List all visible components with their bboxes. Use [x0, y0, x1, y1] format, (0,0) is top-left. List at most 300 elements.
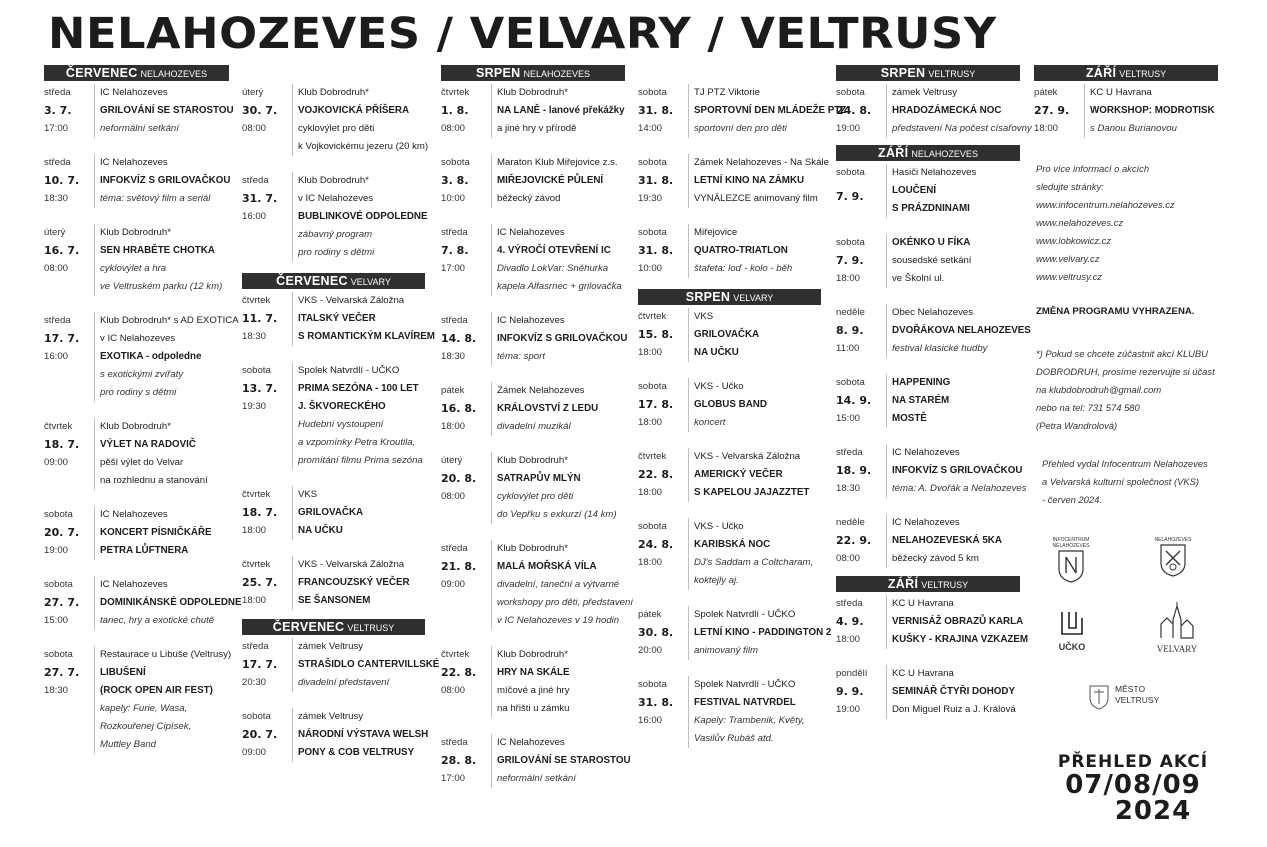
- section-month: ZÁŘÍ: [878, 146, 909, 160]
- event-list: [44, 84, 242, 754]
- section-header: [242, 619, 425, 635]
- event-description: v IC Nelahozeves v 19 hodin: [497, 615, 620, 626]
- event-details: [886, 304, 1031, 358]
- event-details: [292, 638, 439, 692]
- event-entry: [836, 374, 1020, 428]
- event-description: promítání filmu Prima sezóna: [298, 455, 423, 466]
- website-link[interactable]: www.lobkowicz.cz: [1036, 235, 1112, 246]
- event-description: kapely: Furie, Wasa,: [100, 703, 188, 714]
- event-details: [292, 556, 425, 610]
- event-time: 18:30: [44, 685, 69, 696]
- event-organizer: Klub Dobrodruh*: [497, 543, 568, 554]
- event-weekday: středa: [44, 315, 71, 326]
- note-line: nebo na tel: 731 574 580: [1036, 402, 1140, 413]
- event-time: 11:00: [836, 343, 860, 354]
- event-organizer: IC Nelahozeves: [892, 517, 960, 528]
- event-time: 16:00: [242, 211, 267, 222]
- event-date: 24. 8.: [638, 538, 674, 551]
- section-place: NELAHOZEVES: [140, 69, 208, 79]
- event-title: PONY & COB VELTRUSY: [298, 747, 415, 758]
- event-time: 18:30: [441, 351, 466, 362]
- section-place: VELTRUSY: [928, 69, 976, 79]
- email-link[interactable]: na klubdobrodruh@gmail.com: [1036, 384, 1162, 395]
- event-date: 24. 8.: [836, 104, 872, 117]
- event-description: pro rodiny s dětmi: [100, 387, 177, 398]
- column-5: [836, 65, 1032, 735]
- event-list: [836, 595, 1029, 719]
- event-title: KONCERT PÍSNIČKÁŘE: [100, 527, 212, 538]
- event-weekday: pondělí: [836, 668, 868, 679]
- event-title: VERNISÁŽ OBRAZŮ KARLA: [892, 616, 1024, 627]
- event-organizer: VKS - Velvarská Záložna: [298, 295, 405, 306]
- event-time: 19:00: [44, 545, 69, 556]
- event-entry: [638, 518, 821, 590]
- town-silhouette-icon: [1157, 600, 1197, 640]
- event-description: Hudební vystoupení: [298, 419, 384, 430]
- event-organizer: IC Nelahozeves: [497, 227, 565, 238]
- event-details: [491, 84, 625, 138]
- event-list: [638, 308, 832, 748]
- section-month: ČERVENEC: [276, 274, 348, 288]
- event-description: kapela Alfasrnec + grilovačka: [497, 281, 622, 292]
- event-time: 18:30: [242, 331, 267, 342]
- event-details: [886, 665, 1020, 719]
- event-date: 1. 8.: [441, 104, 469, 117]
- event-description: koncert: [694, 417, 726, 428]
- event-date: 27. 7.: [44, 666, 80, 679]
- event-details: [491, 646, 625, 718]
- event-title: INFOKVÍZ S GRILOVAČKOU: [497, 333, 628, 344]
- event-organizer: IC Nelahozeves: [497, 315, 565, 326]
- section-month: ZÁŘÍ: [887, 577, 919, 591]
- event-entry: [44, 418, 229, 490]
- summary-title: PŘEHLED AKCÍ: [1057, 752, 1209, 772]
- event-entry: [441, 154, 625, 208]
- event-title: 4. VÝROČÍ OTEVŘENÍ IC: [497, 245, 611, 256]
- event-title: BUBLINKOVÉ ODPOLEDNE: [298, 211, 428, 222]
- event-time: 09:00: [44, 457, 69, 468]
- event-title: S ROMANTICKÝM KLAVÍREM: [298, 331, 435, 342]
- event-details: [688, 84, 846, 138]
- event-details: [491, 734, 631, 788]
- event-title: KARIBSKÁ NOC: [694, 539, 771, 550]
- event-weekday: středa: [441, 543, 468, 554]
- event-time: 17:00: [441, 263, 466, 274]
- event-title: ITALSKÝ VEČER: [298, 313, 376, 324]
- note-line: (Petra Wandrolová): [1036, 420, 1118, 431]
- event-organizer: VKS - Učko: [694, 521, 744, 532]
- event-time: 14:00: [638, 123, 663, 134]
- event-organizer: IC Nelahozeves: [100, 509, 168, 520]
- event-time: 17:00: [441, 773, 466, 784]
- section-month: SRPEN: [475, 66, 521, 80]
- event-title: (ROCK OPEN AIR FEST): [100, 685, 213, 696]
- event-time: 10:00: [638, 263, 663, 274]
- event-title: FESTIVAL NATVRDEL: [694, 697, 796, 708]
- event-weekday: čtvrtek: [441, 87, 470, 98]
- event-entry: [836, 234, 1020, 288]
- event-entry: [242, 708, 429, 762]
- event-description: zábavný program: [298, 229, 373, 240]
- event-date: 17. 8.: [638, 398, 674, 411]
- event-weekday: čtvrtek: [44, 421, 73, 432]
- event-date: 10. 7.: [44, 174, 80, 187]
- event-organizer: VKS - Velvarská Záložna: [298, 559, 405, 570]
- column-6: [1034, 65, 1218, 154]
- ucko-logo: [1052, 608, 1092, 652]
- event-organizer: IC Nelahozeves: [892, 447, 960, 458]
- credit-line: Přehled vydal Infocentrum Nelahozeves: [1042, 458, 1208, 469]
- event-list: [242, 638, 440, 762]
- event-time: 18:00: [638, 347, 663, 358]
- event-entry: [836, 444, 1027, 498]
- event-details: [688, 448, 821, 502]
- event-title: PETRA LŮFTNERA: [100, 545, 189, 556]
- event-date: 21. 8.: [441, 560, 477, 573]
- event-time: 08:00: [441, 685, 466, 696]
- event-title: GRILOVAČKA: [694, 329, 760, 340]
- event-title: DVOŘÁKOVA NELAHOZEVES: [892, 325, 1031, 336]
- logo-caption: INFOCENTRUM NELAHOZEVES: [1052, 537, 1090, 549]
- event-title: LETNÍ KINO NA ZÁMKU: [694, 175, 805, 186]
- event-title: NÁRODNÍ VÝSTAVA WELSH: [298, 729, 429, 740]
- event-organizer: Klub Dobrodruh*: [497, 455, 568, 466]
- event-details: [688, 224, 821, 278]
- section-place: NELAHOZEVES: [523, 69, 591, 79]
- event-title: INFOKVÍZ S GRILOVAČKOU: [892, 465, 1023, 476]
- event-list: [441, 84, 633, 788]
- event-date: 18. 7.: [44, 438, 80, 451]
- event-weekday: neděle: [836, 517, 865, 528]
- event-details: [688, 308, 821, 362]
- event-description: štafeta: loď - kolo - běh: [694, 263, 793, 274]
- event-title: SPORTOVNÍ DEN MLÁDEŽE PTZ: [694, 105, 847, 116]
- event-list: [1034, 84, 1218, 138]
- section-place: VELTRUSY: [921, 580, 969, 590]
- event-title: DOMINIKÁNSKÉ ODPOLEDNE: [100, 597, 242, 608]
- event-entry: [638, 308, 821, 362]
- event-details: [94, 154, 230, 208]
- event-date: 4. 9.: [836, 615, 864, 628]
- nelahozeves-logo: [1148, 537, 1198, 579]
- event-time: 20:00: [638, 645, 663, 656]
- event-description: cyklovýlet a hra: [100, 263, 167, 274]
- event-description: DJ's Saddam a Coltcharam,: [694, 557, 814, 568]
- section-place: VELVARY: [350, 277, 391, 287]
- event-entry: [44, 84, 234, 138]
- info-block: [1036, 160, 1256, 286]
- event-title: GLOBUS BAND: [694, 399, 767, 410]
- event-organizer: a jiné hry v přírodě: [497, 123, 577, 134]
- event-list: [242, 84, 429, 262]
- event-title: VÝLET NA RADOVIČ: [100, 439, 196, 450]
- event-organizer: Klub Dobrodruh*: [497, 87, 568, 98]
- event-details: [886, 514, 1020, 568]
- event-entry: [441, 452, 625, 524]
- event-time: 08:00: [441, 123, 466, 134]
- website-link[interactable]: www.nelahozeves.cz: [1036, 217, 1124, 228]
- website-link[interactable]: www.veltrusy.cz: [1036, 271, 1102, 282]
- event-description: workshopy pro děti, představení: [497, 597, 633, 608]
- event-weekday: sobota: [441, 157, 470, 168]
- logo-caption: VELTRUSY: [1115, 695, 1160, 705]
- event-weekday: středa: [836, 447, 863, 458]
- section-header: [836, 145, 1020, 161]
- event-title: SEMINÁŘ ČTYŘI DOHODY: [892, 686, 1016, 697]
- event-date: 25. 7.: [242, 576, 278, 589]
- event-description: koktejly aj.: [694, 575, 739, 586]
- column-4: [638, 65, 847, 764]
- section-header: [441, 65, 625, 81]
- event-description: divadelní představení: [298, 677, 390, 688]
- event-title: KUŠKY - KRAJINA VZKAZEM: [892, 634, 1029, 645]
- event-description: představení Na počest císařovny: [892, 123, 1032, 134]
- event-title: OKÉNKO U FÍKA: [892, 237, 971, 248]
- event-weekday: sobota: [44, 649, 73, 660]
- event-title: NA UČKU: [298, 525, 343, 536]
- event-organizer: k Vojkovickému jezeru (20 km): [298, 141, 429, 152]
- event-details: [886, 444, 1027, 498]
- event-time: 18:00: [836, 273, 861, 284]
- event-organizer: Klub Dobrodruh*: [298, 175, 369, 186]
- event-details: [94, 224, 229, 296]
- section-header: [1034, 65, 1218, 81]
- event-weekday: středa: [441, 227, 468, 238]
- section-place: VELVARY: [733, 293, 774, 303]
- event-entry: [836, 514, 1020, 568]
- website-link[interactable]: www.infocentrum.nelahozeves.cz: [1036, 199, 1175, 210]
- event-list: [242, 292, 435, 610]
- event-organizer: Hasiči Nelahozeves: [892, 167, 977, 178]
- event-details: [1084, 84, 1218, 138]
- event-title: HRY NA SKÁLE: [497, 667, 570, 678]
- event-time: 08:00: [44, 263, 69, 274]
- event-title: J. ŠKVORECKÉHO: [298, 401, 386, 412]
- event-details: [94, 576, 242, 630]
- event-weekday: sobota: [836, 237, 865, 248]
- event-description: neformální setkání: [497, 773, 576, 784]
- event-title: EXOTIKA - odpoledne: [100, 351, 202, 362]
- info-line: Pro více informací o akcích: [1036, 163, 1150, 174]
- event-entry: [441, 734, 631, 788]
- page-title: NELAHOZEVES / VELVARY / VELTRUSY: [48, 9, 997, 59]
- event-date: 15. 8.: [638, 328, 674, 341]
- event-time: 08:00: [242, 123, 267, 134]
- event-entry: [44, 646, 232, 754]
- event-entry: [242, 84, 429, 156]
- event-time: 18:00: [638, 487, 663, 498]
- event-details: [886, 595, 1028, 649]
- event-organizer: Miřejovice: [694, 227, 738, 238]
- event-details: [491, 452, 625, 524]
- event-organizer: ve Školní ul.: [892, 273, 945, 284]
- event-list: [638, 84, 847, 278]
- event-description: ve Veltruském parku (12 km): [100, 281, 223, 292]
- event-title: GRILOVÁNÍ SE STAROSTOU: [100, 105, 234, 116]
- event-title: S PRÁZDNINAMI: [892, 203, 970, 214]
- event-weekday: čtvrtek: [242, 295, 271, 306]
- event-organizer: v IC Nelahozeves: [298, 193, 374, 204]
- event-title: NA STARÉM: [892, 395, 950, 406]
- event-description: do Vepřku s exkurzí (14 km): [497, 509, 617, 520]
- event-title: STRAŠIDLO CANTERVILLSKÉ: [298, 659, 440, 670]
- section-header: [638, 289, 821, 305]
- section-month: SRPEN: [685, 290, 731, 304]
- event-entry: [441, 312, 628, 366]
- event-date: 30. 7.: [242, 104, 278, 117]
- event-title: S KAPELOU JAJAZZTET: [694, 487, 810, 498]
- event-entry: [836, 164, 1020, 218]
- logo-caption: VELVARY: [1156, 644, 1198, 654]
- event-time: 17:00: [44, 123, 69, 134]
- event-time: 18:00: [242, 595, 267, 606]
- event-title: HAPPENING: [892, 377, 951, 388]
- event-description: divadelní, taneční a výtvarné: [497, 579, 620, 590]
- event-description: téma: světový film a seriál: [100, 193, 211, 204]
- event-entry: [44, 154, 229, 208]
- event-time: 18:00: [638, 417, 663, 428]
- event-title: GRILOVAČKA: [298, 507, 364, 518]
- column-1: [44, 65, 242, 770]
- event-organizer: cyklovýlet pro děti: [298, 123, 375, 134]
- event-title: MIŘEJOVICKÉ PŮLENÍ: [497, 175, 604, 186]
- event-weekday: sobota: [44, 509, 73, 520]
- publisher-credit: [1042, 455, 1262, 509]
- section-place: VELTRUSY: [347, 623, 395, 633]
- event-date: 9. 9.: [836, 685, 864, 698]
- event-list: [836, 84, 1032, 138]
- event-weekday: čtvrtek: [242, 559, 271, 570]
- event-weekday: úterý: [441, 455, 463, 466]
- event-details: [491, 312, 627, 366]
- event-date: 18. 7.: [242, 506, 278, 519]
- event-title: MOSTĚ: [892, 413, 927, 424]
- event-date: 8. 9.: [836, 324, 864, 337]
- event-description: neformální setkání: [100, 123, 179, 134]
- event-time: 15:00: [44, 615, 69, 626]
- event-time: 15:00: [836, 413, 861, 424]
- program-change-notice: ZMĚNA PROGRAMU VYHRAZENA.: [1036, 306, 1195, 317]
- ucko-icon: [1057, 608, 1087, 638]
- logo-caption: UČKO: [1058, 642, 1086, 652]
- event-weekday: sobota: [44, 579, 73, 590]
- section-header: [242, 273, 425, 289]
- velvary-logo: [1148, 600, 1206, 654]
- event-title: PRIMA SEZÓNA - 100 LET: [298, 383, 419, 394]
- event-organizer: VKS - Velvarská Záložna: [694, 451, 801, 462]
- event-details: [491, 224, 625, 296]
- event-entry: [44, 312, 239, 402]
- event-entry: [836, 84, 1032, 138]
- event-time: 16:00: [638, 715, 663, 726]
- credit-line: - červen 2024.: [1042, 494, 1102, 505]
- event-date: 7. 9.: [836, 190, 864, 203]
- event-date: 3. 7.: [44, 104, 72, 117]
- event-title: HRADOZÁMECKÁ NOC: [892, 105, 1002, 116]
- event-details: [292, 172, 428, 262]
- event-description: animovaný film: [694, 645, 758, 656]
- event-time: [836, 212, 882, 218]
- event-entry: [242, 638, 440, 692]
- column-3: [441, 65, 633, 804]
- event-description: Muttley Band: [100, 739, 156, 750]
- event-details: [292, 486, 425, 540]
- event-entry: [441, 84, 625, 138]
- website-link[interactable]: www.velvary.cz: [1036, 253, 1100, 264]
- event-organizer: IC Nelahozeves: [497, 737, 565, 748]
- event-date: 28. 8.: [441, 754, 477, 767]
- event-details: [491, 540, 633, 630]
- event-weekday: úterý: [242, 87, 264, 98]
- event-title: LIBUŠENÍ: [100, 667, 146, 678]
- event-description: s Danou Burianovou: [1090, 123, 1177, 134]
- event-date: 27. 7.: [44, 596, 80, 609]
- event-organizer: Spolek Natvrdlí - UČKO: [298, 365, 400, 376]
- event-title: WORKSHOP: MODROTISK: [1090, 105, 1215, 116]
- event-date: 22. 8.: [441, 666, 477, 679]
- event-weekday: sobota: [836, 167, 865, 178]
- event-time: 18:30: [44, 193, 69, 204]
- note-line: DOBRODRUH, prosíme rezervujte si účast: [1036, 366, 1215, 377]
- event-organizer: Klub Dobrodruh*: [100, 227, 171, 238]
- event-date: 11. 7.: [242, 312, 278, 325]
- event-details: [94, 506, 229, 560]
- event-details: [94, 646, 231, 754]
- event-title: SE ŠANSONEM: [298, 595, 371, 606]
- event-organizer: Maraton Klub Miřejovice z.s.: [497, 157, 618, 168]
- summary-year: 2024: [1114, 796, 1192, 826]
- section-header: [836, 576, 1020, 592]
- event-time: 18:00: [1034, 123, 1059, 134]
- event-entry: [44, 506, 229, 560]
- event-details: [292, 708, 428, 762]
- event-entry: [638, 154, 829, 208]
- note-line: *) Pokud se chcete zúčastnit akcí KLUBU: [1036, 348, 1208, 359]
- event-organizer: KC U Havrana: [892, 668, 954, 679]
- event-date: 17. 7.: [242, 658, 278, 671]
- event-organizer: zámek Veltrusy: [892, 87, 958, 98]
- event-time: 08:00: [441, 491, 466, 502]
- event-organizer: sousedské setkání: [892, 255, 972, 266]
- event-organizer: zámek Veltrusy: [298, 711, 364, 722]
- event-date: 31. 7.: [242, 192, 278, 205]
- event-weekday: čtvrtek: [242, 489, 271, 500]
- info-line: sledujte stránky:: [1036, 181, 1104, 192]
- event-details: [886, 234, 1020, 288]
- event-weekday: čtvrtek: [638, 451, 667, 462]
- event-date: 7. 9.: [836, 254, 864, 267]
- event-organizer: Klub Dobrodruh*: [100, 421, 171, 432]
- event-weekday: sobota: [836, 87, 865, 98]
- event-title: VOJKOVICKÁ PŘÍŠERA: [298, 105, 410, 116]
- event-organizer: na rozhlednu a stanování: [100, 475, 208, 486]
- event-entry: [242, 292, 435, 346]
- event-entry: [836, 665, 1020, 719]
- event-weekday: čtvrtek: [441, 649, 470, 660]
- event-date: 18. 9.: [836, 464, 872, 477]
- event-entry: [638, 676, 821, 748]
- event-organizer: Klub Dobrodruh* s AD EXOTICA: [100, 315, 239, 326]
- event-weekday: sobota: [638, 381, 667, 392]
- event-weekday: středa: [242, 641, 269, 652]
- infocentrum-logo: [1046, 537, 1096, 585]
- summary-block: [1033, 752, 1233, 824]
- event-title: FRANCOUZSKÝ VEČER: [298, 577, 410, 588]
- event-entry: [44, 224, 229, 296]
- event-organizer: zámek Veltrusy: [298, 641, 364, 652]
- event-organizer: Spolek Natvrdlí - UČKO: [694, 609, 796, 620]
- event-organizer: Zámek Nelahozeves: [497, 385, 585, 396]
